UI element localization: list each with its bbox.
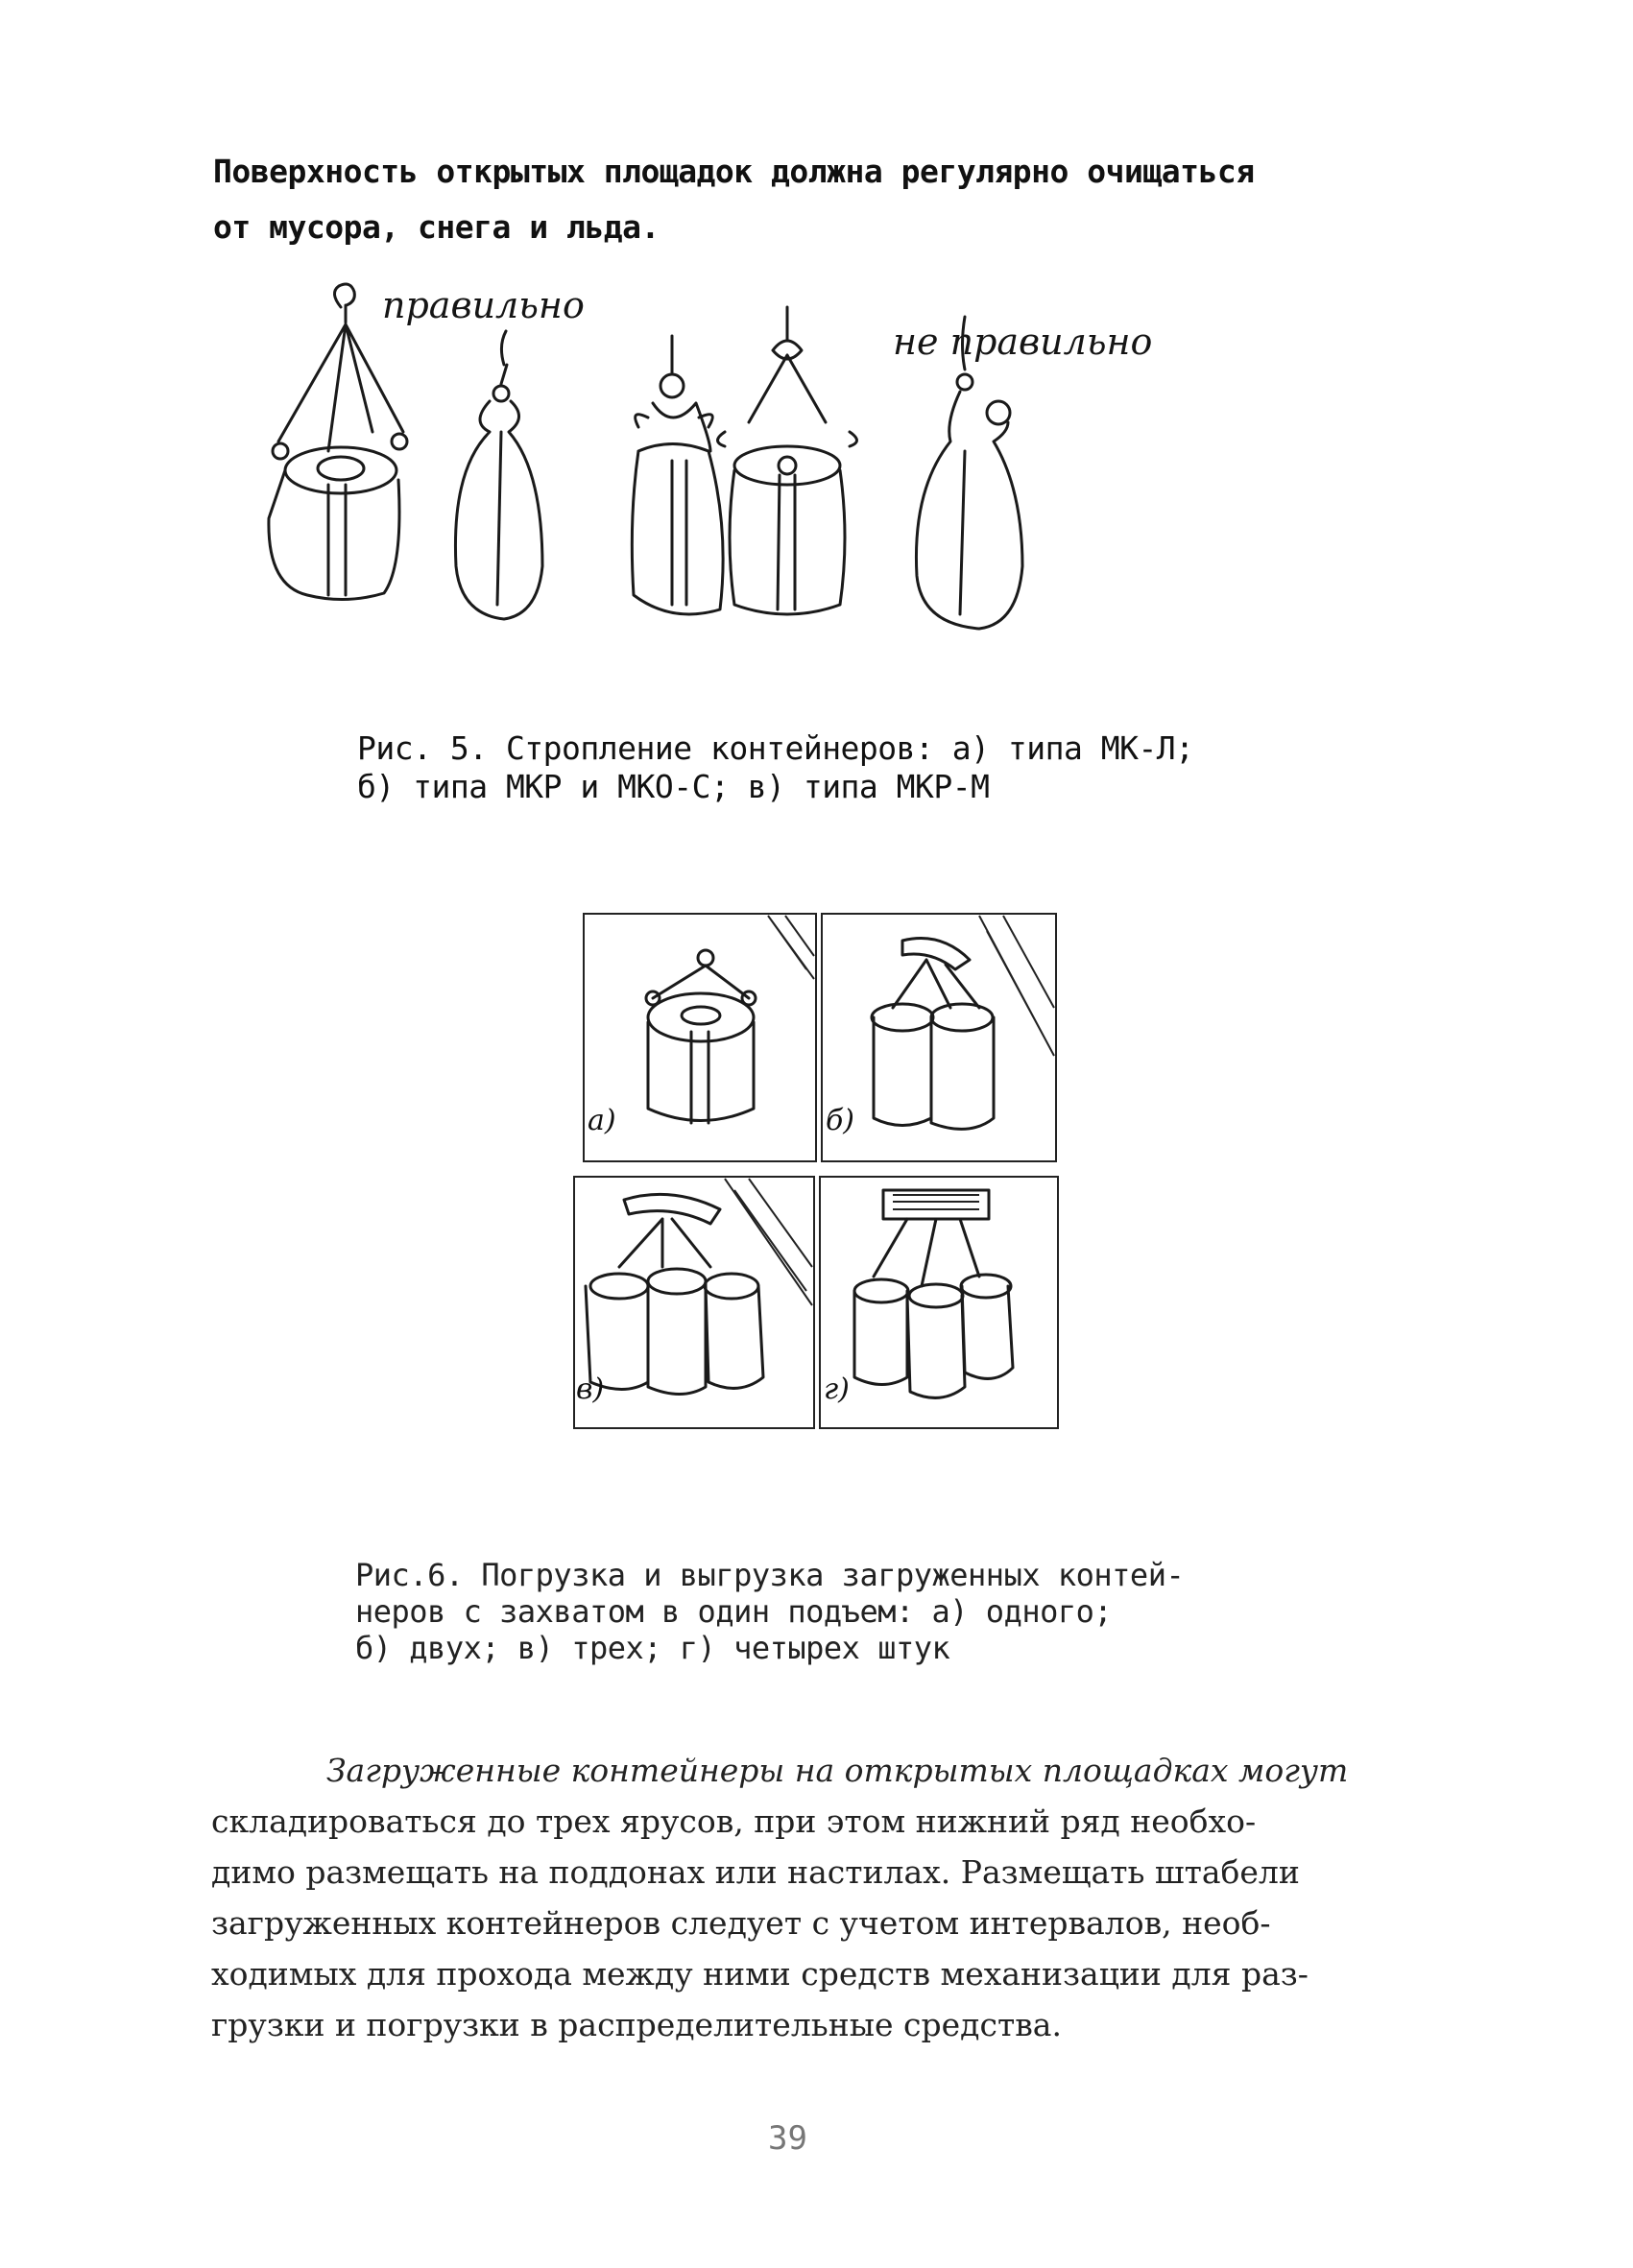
container-correct-3-drawing xyxy=(632,336,723,614)
panel-c-label: в) xyxy=(576,1373,605,1406)
panel-d-containers-drawing xyxy=(854,1190,1013,1397)
panel-a-label: а) xyxy=(588,1104,616,1137)
body-line-1-text: Загруженные контейнеры на открытых площадках могут xyxy=(326,1752,1349,1789)
panel-c-frame xyxy=(574,1177,814,1428)
label-correct: правильно xyxy=(382,284,585,326)
container-correct-1-drawing xyxy=(269,284,407,600)
intro-line-1: Поверхность открытых площадок должна регулярно очищаться xyxy=(213,153,1255,190)
figure6-caption xyxy=(355,1557,1315,1666)
page-number: 39 xyxy=(768,2119,807,2158)
figure6-caption-line-2: неров с захватом в один подъем: а) одного; xyxy=(355,1593,1113,1630)
body-line-5: ходимых для прохода между ними средств механизации для раз- xyxy=(211,1955,1309,1993)
container-incorrect-2-drawing xyxy=(916,317,1022,629)
body-line-6: грузки и погрузки в распределительные средства. xyxy=(211,2006,1062,2043)
container-correct-2-drawing xyxy=(455,331,542,619)
figure5-caption-line-1: Рис. 5. Стропление контейнеров: а) типа МК-Л; xyxy=(357,729,1194,767)
body-paragraph xyxy=(211,1745,1421,2050)
intro-line-2: от мусора, снега и льда. xyxy=(213,208,660,246)
intro-paragraph xyxy=(213,144,1461,255)
body-line-1 xyxy=(211,1745,1421,1796)
body-line-2: складироваться до трех ярусов, при этом нижний ряд необхо- xyxy=(211,1802,1257,1840)
panel-b-label: б) xyxy=(826,1104,855,1137)
figure6-caption-line-1: Рис.6. Погрузка и выгрузка загруженных контей- xyxy=(355,1557,1185,1593)
figure5-caption xyxy=(357,729,1317,806)
panel-a-container-drawing xyxy=(646,950,756,1123)
figure5-caption-line-2: б) типа МКР и МКО-С; в) типа МКР-М xyxy=(357,768,990,805)
label-incorrect: не правильно xyxy=(893,321,1153,363)
body-line-4: загруженных контейнеров следует с учетом интервалов, необ- xyxy=(211,1904,1271,1942)
figure6-caption-line-3: б) двух; в) трех; г) четырех штук xyxy=(355,1630,950,1666)
panel-d-label: г) xyxy=(824,1373,850,1406)
panel-c-containers-drawing xyxy=(586,1194,763,1394)
body-line-3: димо размещать на поддонах или настилах. Размещать штабели xyxy=(211,1853,1300,1891)
figure6-loading-panels xyxy=(566,902,1075,1440)
container-incorrect-1-drawing xyxy=(718,307,857,614)
figure5-container-slinging xyxy=(250,278,1210,653)
panel-b-containers-drawing xyxy=(872,939,994,1130)
